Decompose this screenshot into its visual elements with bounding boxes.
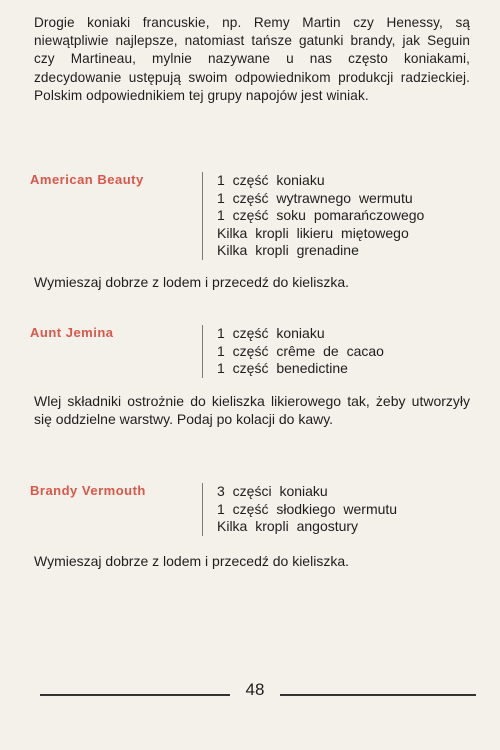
ingredient: 1 część koniaku	[217, 325, 325, 341]
ingredient: 1 część crême de cacao	[217, 342, 384, 359]
recipe-instruction: Wymieszaj dobrze z lodem i przecedź do kieliszka.	[34, 553, 349, 569]
ingredient-list	[202, 172, 424, 260]
recipe-brandy-vermouth	[30, 483, 470, 539]
intro-text: Drogie koniaki francuskie, np. Remy Martin czy Henessy, są niewątpliwie najlepsze, natomiast tańsze gatunki brandy, jak Seguin czy Martineau, mylnie nazywane u nas często koniakami, zdecydowanie ustępują swoim odpowiednikom produkcji radzieckiej. Polskim odpowiednikiem tej grupy napojów jest winiak.	[34, 15, 470, 103]
ingredient: 1 część słodkiego wermutu	[217, 500, 398, 517]
ingredient: Kilka kropli grenadine	[217, 242, 359, 258]
recipe-name: American Beauty	[30, 172, 144, 187]
recipe-name: Brandy Vermouth	[30, 483, 146, 498]
recipe-aunt-jemina	[30, 325, 470, 381]
ingredient: Kilka kropli angostury	[217, 518, 359, 534]
ingredient: 1 część soku pomarańczowego	[217, 207, 425, 223]
intro-paragraph	[34, 14, 470, 105]
page-footer	[24, 680, 476, 704]
recipe-instruction: Wlej składniki ostrożnie do kieliszka likierowego tak, żeby utworzyły się oddzielne warstwy. Podaj po kolacji do kawy.	[34, 393, 470, 427]
ingredient: 1 część benedictine	[217, 360, 348, 376]
recipe-instruction: Wymieszaj dobrze z lodem i przecedź do kieliszka.	[34, 274, 349, 290]
footer-rule	[280, 694, 476, 696]
ingredient-list	[202, 325, 384, 378]
ingredient-list	[202, 483, 397, 536]
footer-rule	[40, 694, 230, 696]
recipe-name: Aunt Jemina	[30, 325, 114, 340]
ingredient: 3 części koniaku	[217, 483, 328, 499]
ingredient: 1 część wytrawnego wermutu	[217, 189, 413, 206]
recipe-american-beauty	[30, 172, 470, 262]
ingredient: 1 część koniaku	[217, 172, 325, 188]
page-number: 48	[245, 680, 265, 699]
ingredient: Kilka kropli likieru miętowego	[217, 224, 409, 241]
